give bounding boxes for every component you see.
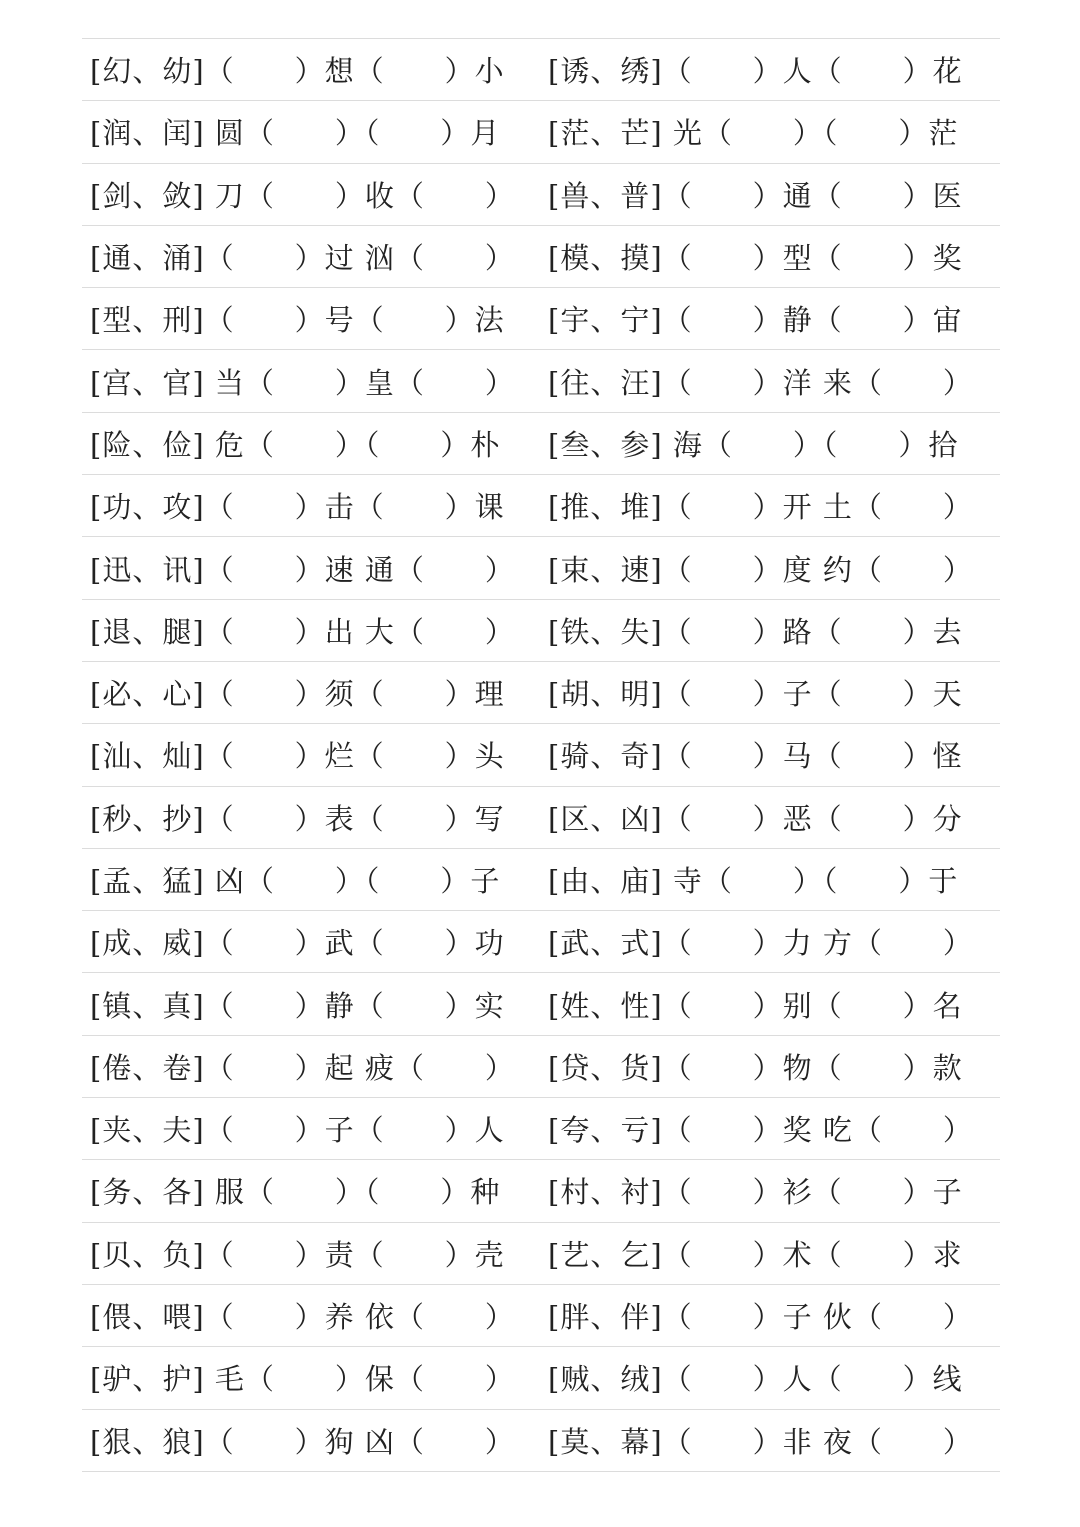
exercise-row (82, 1347, 1000, 1409)
exercise-item-right: [茫、芒] 光（ ）（ ）茫 (548, 116, 959, 151)
exercise-item-left: [镇、真]（ ）静（ ）实 (90, 988, 505, 1023)
exercise-row (82, 226, 1000, 288)
exercise-row (82, 787, 1000, 849)
exercise-item-right: [艺、乞]（ ）术（ ）求 (548, 1237, 963, 1272)
exercise-item-right: [骑、奇]（ ）马（ ）怪 (548, 739, 963, 774)
exercise-row (82, 973, 1000, 1035)
exercise-item-right: [推、堆]（ ）开 土（ ） (548, 490, 973, 525)
exercise-item-left: [孟、猛] 凶（ ）（ ）子 (90, 864, 501, 898)
exercise-row (82, 288, 1000, 350)
exercise-item-right: [胡、明]（ ）子（ ）天 (548, 677, 963, 712)
exercise-item-left: [必、心]（ ）须（ ）理 (90, 677, 505, 712)
exercise-row (82, 39, 1000, 101)
exercise-item-right: [贼、绒]（ ）人（ ）线 (548, 1362, 963, 1397)
exercise-item-right: [贷、货]（ ）物（ ）款 (548, 1050, 963, 1085)
exercise-item-left: [型、刑]（ ）号（ ）法 (90, 303, 505, 338)
exercise-row (82, 1223, 1000, 1285)
exercise-item-left: [宫、官] 当（ ）皇（ ） (90, 365, 515, 400)
exercise-item-left: [狠、狼]（ ）狗 凶（ ） (90, 1424, 515, 1459)
exercise-row (82, 475, 1000, 537)
exercise-item-right: [诱、绣]（ ）人（ ）花 (548, 54, 963, 89)
exercise-item-right: [姓、性]（ ）别（ ）名 (548, 988, 963, 1023)
exercise-item-right: [村、衬]（ ）衫（ ）子 (548, 1175, 963, 1210)
exercise-row (82, 600, 1000, 662)
exercise-item-left: [退、腿]（ ）出 大（ ） (90, 614, 515, 649)
exercise-row (82, 164, 1000, 226)
exercise-item-right: [模、摸]（ ）型（ ）奖 (548, 241, 963, 276)
exercise-item-left: [务、各] 服（ ）（ ）种 (90, 1175, 501, 1210)
exercise-item-left: [幻、幼]（ ）想（ ）小 (90, 54, 505, 89)
exercise-item-left: [剑、敛] 刀（ ）收（ ） (90, 178, 515, 213)
exercise-item-left: [功、攻]（ ）击（ ）课 (90, 490, 505, 525)
exercise-row (82, 662, 1000, 724)
exercise-row (82, 911, 1000, 973)
exercise-row (82, 724, 1000, 786)
exercise-item-left: [迅、讯]（ ）速 通（ ） (90, 552, 515, 587)
exercise-item-right: [叁、参] 海（ ）（ ）拾 (548, 427, 959, 462)
exercise-item-left: [夹、夫]（ ）子（ ）人 (90, 1113, 505, 1148)
exercise-row (82, 849, 1000, 911)
exercise-row (82, 1098, 1000, 1160)
exercise-item-right: [武、式]（ ）力 方（ ） (548, 926, 973, 961)
exercise-item-right: [束、速]（ ）度 约（ ） (548, 552, 973, 587)
exercise-item-left: [通、涌]（ ）过 汹（ ） (90, 241, 515, 276)
exercise-row (82, 350, 1000, 412)
exercise-item-left: [汕、灿]（ ）烂（ ）头 (90, 739, 505, 774)
exercise-item-left: [秒、抄]（ ）表（ ）写 (90, 801, 505, 836)
exercise-item-left: [偎、喂]（ ）养 依（ ） (90, 1300, 515, 1335)
exercise-item-right: [往、汪]（ ）洋 来（ ） (548, 365, 973, 400)
exercise-item-left: [驴、护] 毛（ ）保（ ） (90, 1362, 515, 1397)
exercise-item-right: [由、庙] 寺（ ）（ ）于 (548, 864, 959, 898)
exercise-item-right: [区、凶]（ ）恶（ ）分 (548, 801, 963, 836)
exercise-item-right: [胖、伴]（ ）子 伙（ ） (548, 1300, 973, 1335)
worksheet (82, 38, 1000, 1472)
exercise-item-left: [倦、卷]（ ）起 疲（ ） (90, 1050, 515, 1085)
exercise-item-right: [铁、失]（ ）路（ ）去 (548, 614, 963, 649)
exercise-row (82, 1160, 1000, 1222)
exercise-item-right: [宇、宁]（ ）静（ ）宙 (548, 303, 963, 338)
exercise-item-right: [夸、亏]（ ）奖 吃（ ） (548, 1113, 973, 1148)
exercise-row (82, 1410, 1000, 1472)
exercise-item-left: [贝、负]（ ）责（ ）壳 (90, 1237, 505, 1272)
exercise-item-left: [润、闰] 圆（ ）（ ）月 (90, 116, 501, 151)
exercise-item-left: [险、俭] 危（ ）（ ）朴 (90, 427, 501, 462)
exercise-row (82, 537, 1000, 599)
exercise-row (82, 1036, 1000, 1098)
exercise-row (82, 1285, 1000, 1347)
exercise-item-left: [成、威]（ ）武（ ）功 (90, 926, 505, 961)
exercise-row (82, 101, 1000, 163)
exercise-item-right: [兽、普]（ ）通（ ）医 (548, 178, 963, 213)
exercise-row (82, 413, 1000, 475)
exercise-item-right: [莫、幕]（ ）非 夜（ ） (548, 1424, 973, 1459)
